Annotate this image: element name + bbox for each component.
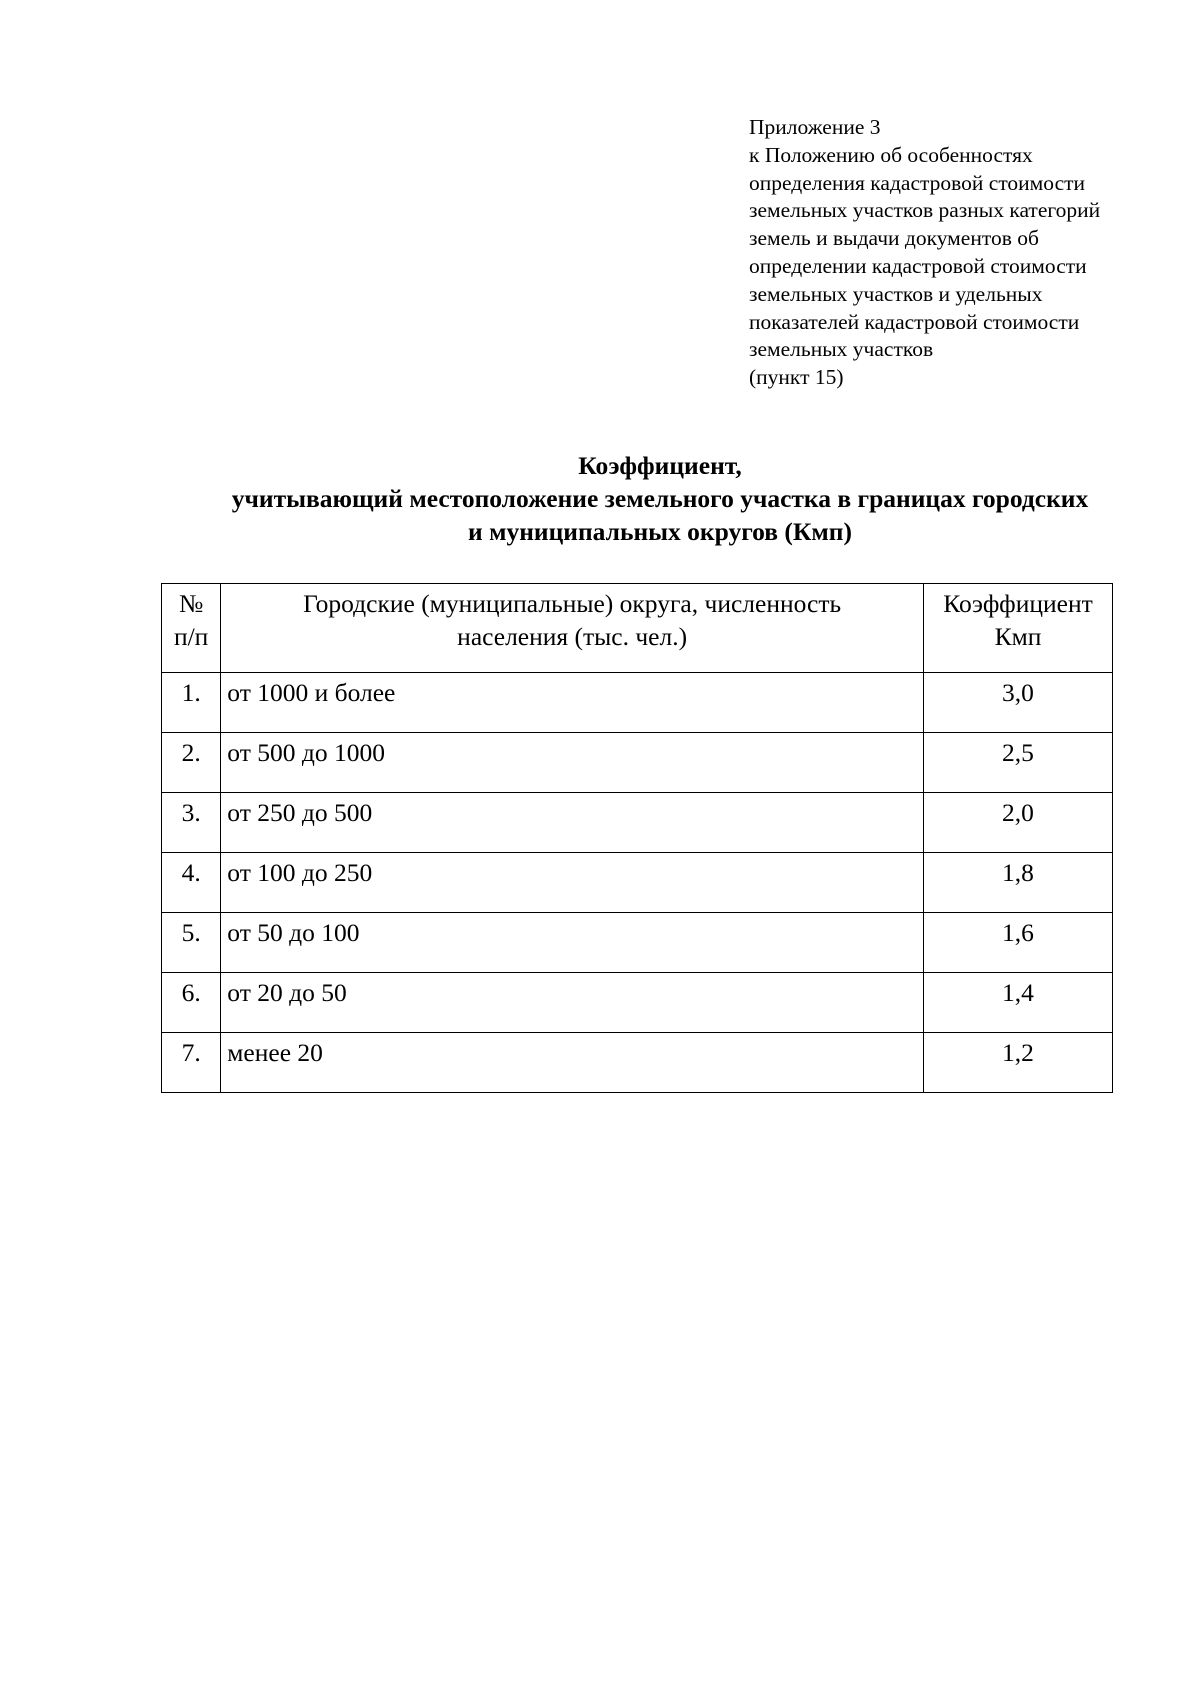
row-district: от 500 до 1000 bbox=[221, 733, 924, 793]
row-coefficient: 1,6 bbox=[923, 913, 1112, 973]
table-row bbox=[162, 853, 1113, 913]
header-district-line1: Городские (муниципальные) округа, численность bbox=[303, 589, 842, 618]
document-title bbox=[100, 449, 1200, 548]
row-coefficient: 1,8 bbox=[923, 853, 1112, 913]
row-coefficient: 1,2 bbox=[923, 1033, 1112, 1093]
table-row bbox=[162, 793, 1113, 853]
appendix-line: земельных участков разных категорий bbox=[749, 198, 1101, 223]
table-row bbox=[162, 1033, 1113, 1093]
header-coefficient bbox=[923, 584, 1112, 673]
appendix-line: земельных участков и удельных bbox=[749, 281, 1043, 306]
coefficient-table bbox=[161, 583, 1113, 1093]
header-number bbox=[162, 584, 221, 673]
row-number: 5. bbox=[162, 913, 221, 973]
row-number: 3. bbox=[162, 793, 221, 853]
row-district: от 20 до 50 bbox=[221, 973, 924, 1033]
row-number: 4. bbox=[162, 853, 221, 913]
appendix-line: Приложение 3 bbox=[749, 115, 881, 139]
appendix-line: земельных участков bbox=[749, 337, 934, 362]
appendix-line: (пункт 15) bbox=[749, 365, 844, 390]
row-district: менее 20 bbox=[221, 1033, 924, 1093]
appendix-line: к Положению об особенностях bbox=[749, 142, 1033, 167]
row-coefficient: 3,0 bbox=[923, 673, 1112, 733]
row-number: 2. bbox=[162, 733, 221, 793]
row-coefficient: 2,0 bbox=[923, 793, 1112, 853]
appendix-line: показателей кадастровой стоимости bbox=[749, 309, 1080, 334]
title-line: учитывающий местоположение земельного участка в границах городских bbox=[231, 484, 1089, 513]
header-coefficient-line1: Коэффициент bbox=[943, 589, 1093, 618]
table-row bbox=[162, 913, 1113, 973]
title-line: и муниципальных округов (Кмп) bbox=[468, 517, 852, 546]
row-coefficient: 1,4 bbox=[923, 973, 1112, 1033]
appendix-line: определения кадастровой стоимости bbox=[749, 170, 1086, 195]
row-coefficient: 2,5 bbox=[923, 733, 1112, 793]
row-district: от 250 до 500 bbox=[221, 793, 924, 853]
table-row bbox=[162, 733, 1113, 793]
appendix-line: земель и выдачи документов об bbox=[749, 226, 1039, 251]
appendix-line: определении кадастровой стоимости bbox=[749, 253, 1087, 278]
header-district-line2: населения (тыс. чел.) bbox=[457, 622, 688, 651]
row-district: от 50 до 100 bbox=[221, 913, 924, 973]
table-header-row bbox=[162, 584, 1113, 673]
row-district: от 100 до 250 bbox=[221, 853, 924, 913]
header-coefficient-line2: Кмп bbox=[994, 622, 1042, 651]
row-number: 6. bbox=[162, 973, 221, 1033]
header-number-line1: № bbox=[178, 589, 204, 618]
header-district bbox=[221, 584, 924, 673]
title-line: Коэффициент, bbox=[578, 451, 742, 480]
table-row bbox=[162, 673, 1113, 733]
row-number: 7. bbox=[162, 1033, 221, 1093]
table-row bbox=[162, 973, 1113, 1033]
row-district: от 1000 и более bbox=[221, 673, 924, 733]
row-number: 1. bbox=[162, 673, 221, 733]
appendix-reference bbox=[749, 114, 1169, 392]
header-number-line2: п/п bbox=[173, 622, 209, 651]
